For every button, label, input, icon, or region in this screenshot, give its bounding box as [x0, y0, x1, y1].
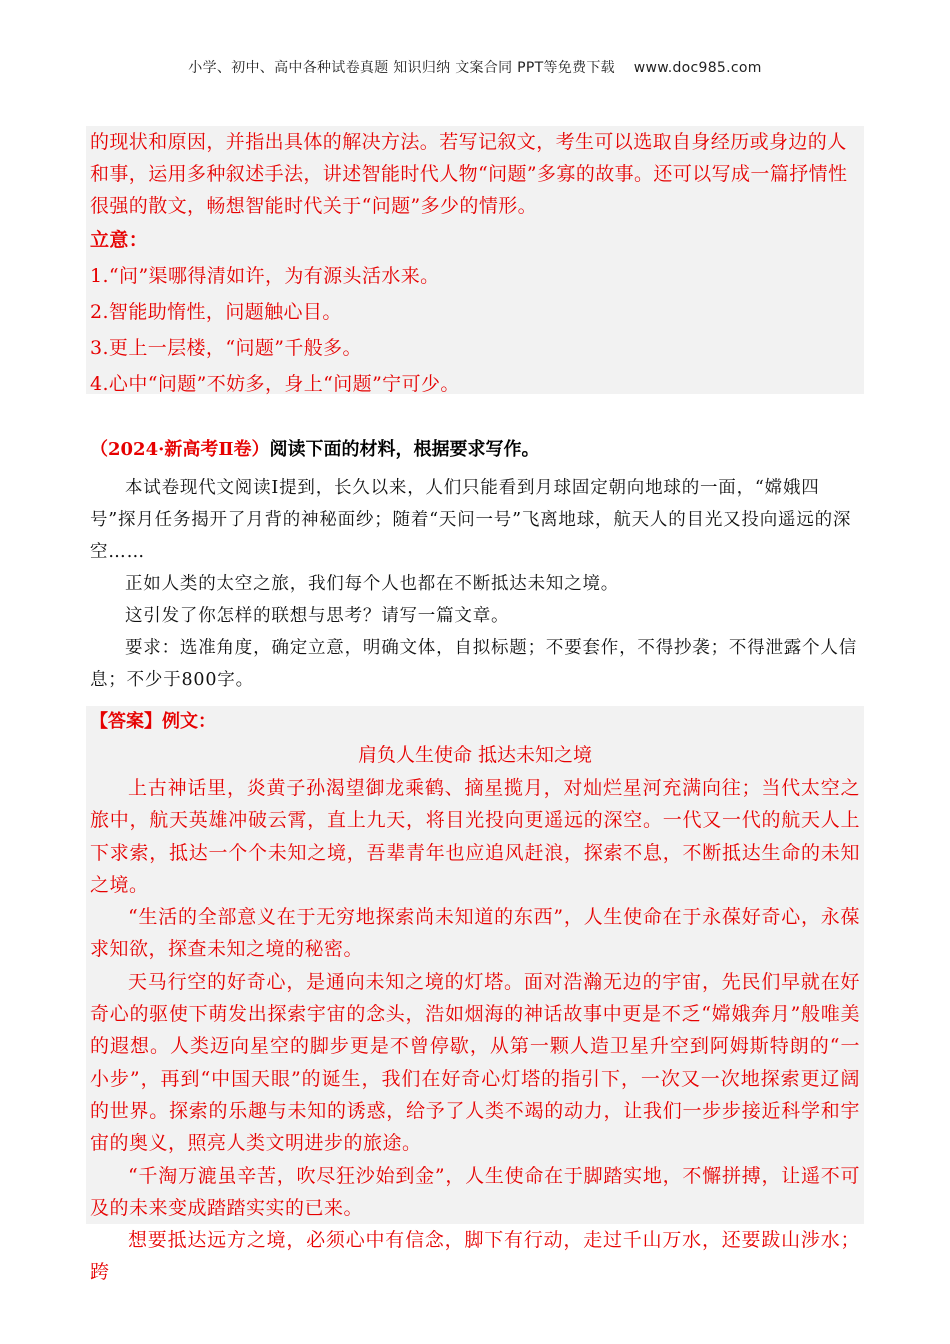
theme-item: 3.更上一层楼，“问题”千般多。 [90, 337, 362, 359]
question-instruction: 阅读下面的材料，根据要求写作。 [269, 439, 540, 460]
essay-paragraph: 天马行空的好奇心，是通向未知之境的灯塔。面对浩瀚无边的宇宙，先民们早就在好奇心的驱使下萌发出探索宇宙的念头，浩如烟海的神话故事中更是不乏“嫦娥奔月”般唯美的遐想。人类迈向星空的脚步更是不曾停歇，从第一颗人造卫星升空到阿姆斯特朗的“一小步”，再到“中国天眼”的诞生，我们在好奇心灯塔的指引下，一次又一次地探索更辽阔的世界。探索的乐趣与未知的诱惑，给予了人类不竭的动力，让我们一步步接近科学和宇宙的奥义，照亮人类文明进步的旅途。 [90, 970, 860, 1155]
header-text: 小学、初中、高中各种试卷真题 知识归纳 文案合同 PPT等免费下载 [188, 60, 615, 76]
essay-paragraph: 想要抵达远方之境，必须心中有信念，脚下有行动，走过千山万水，还要跋山涉水；跨 [90, 1229, 860, 1284]
question-prompt: 这引发了你怎样的联想与思考？请写一篇文章。 [125, 606, 510, 626]
answer-label: 【答案】例文： [90, 711, 216, 732]
essay-paragraph: 上古神话里，炎黄子孙渴望御龙乘鹤、摘星揽月，对灿烂星河充满向往；当代太空之旅中，航天英雄冲破云霄，直上九天，将目光投向更遥远的深空。一代又一代的航天人上下求索，抵达一个个未知之境，吾辈青年也应追风赶浪，探索不息，不断抵达生命的未知之境。 [90, 777, 860, 896]
question-source: （2024·新高考Ⅱ卷） [90, 439, 270, 460]
theme-item: 2.智能助惰性，问题触心目。 [90, 301, 342, 323]
answer-block [86, 706, 864, 1284]
essay-paragraph: “千淘万漉虽辛苦，吹尽狂沙始到金”，人生使命在于脚踏实地，不懈拼搏，让遥不可及的未来变成踏踏实实的已来。 [90, 1164, 860, 1219]
essay-title: 肩负人生使命 抵达未知之境 [357, 744, 593, 766]
question-material: 本试卷现代文阅读Ⅰ提到，长久以来，人们只能看到月球固定朝向地球的一面，“嫦娥四号”探月任务揭开了月背的神秘面纱；随着“天问一号”飞离地球，航天人的目光又投向遥远的深空…… [90, 478, 852, 562]
essay-paragraph: “生活的全部意义在于无穷地探索尚未知道的东西”，人生使命在于永葆好奇心，永葆求知欲，探查未知之境的秘密。 [90, 906, 860, 961]
page-header [0, 57, 950, 77]
question-heading [90, 434, 860, 466]
theme-item: 4.心中“问题”不妨多，身上“问题”宁可少。 [90, 373, 460, 395]
analysis-continuation: 的现状和原因，并指出具体的解决方法。若写记叙文，考生可以选取自身经历或身边的人和事，运用多种叙述手法，讲述智能时代人物“问题”多寡的故事。还可以写成一篇抒情性很强的散文，畅想智能时代关于“问题”多少的情形。 [90, 131, 848, 217]
question-material: 正如人类的太空之旅，我们每个人也都在不断抵达未知之境。 [125, 574, 620, 594]
theme-label: 立意： [90, 229, 149, 251]
question-requirements: 要求：选准角度，确定立意，明确文体，自拟标题；不要套作，不得抄袭；不得泄露个人信息；不少于800字。 [90, 638, 857, 690]
theme-item: 1.“问”渠哪得清如许，为有源头活水来。 [90, 265, 440, 287]
header-url[interactable]: www.doc985.com [633, 60, 762, 76]
question-block [86, 434, 864, 696]
analysis-block [86, 126, 864, 394]
